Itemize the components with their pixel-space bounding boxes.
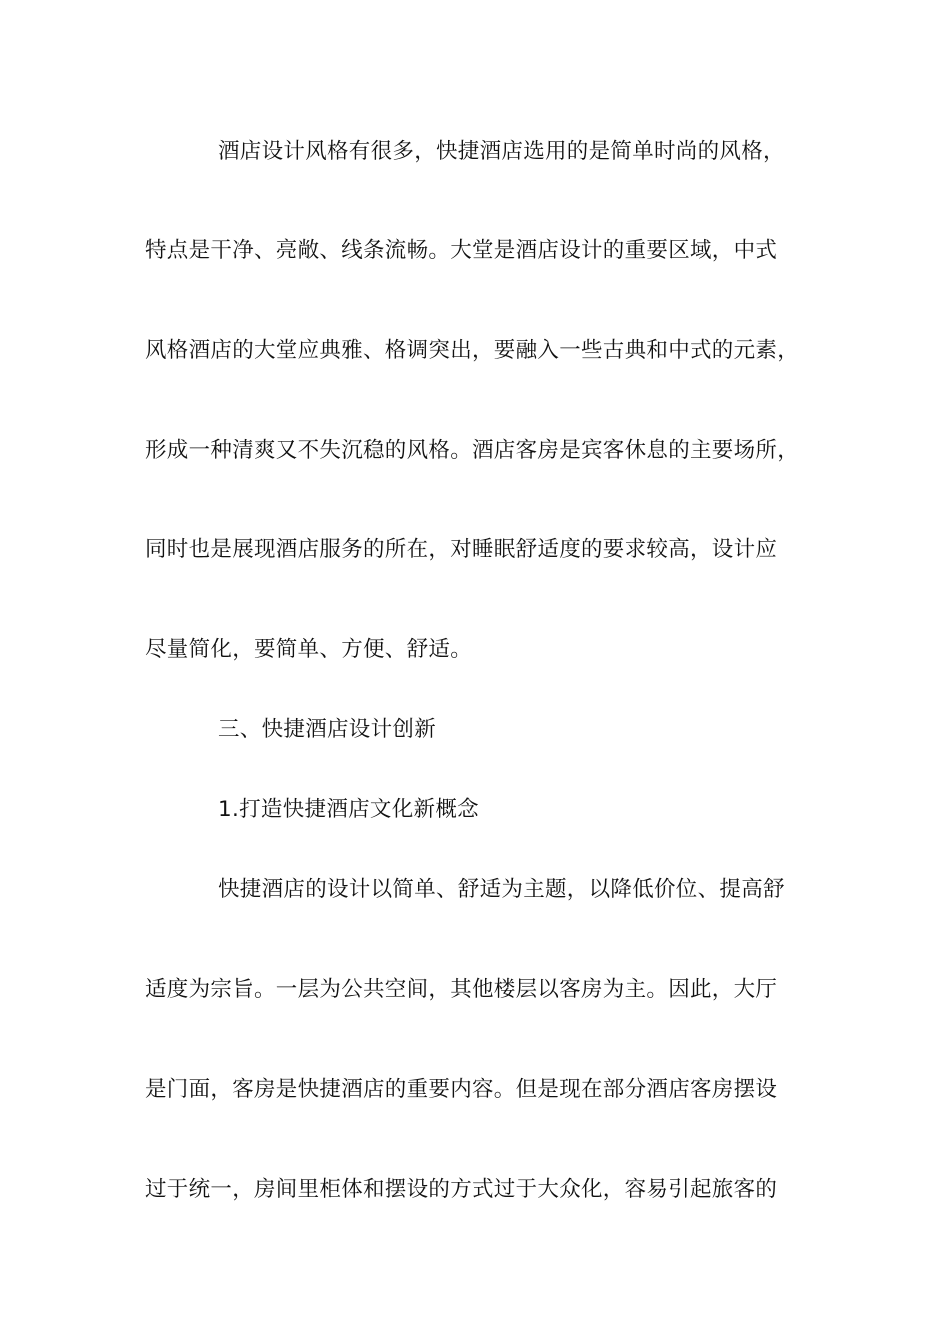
paragraph-1-line-1: 酒店设计风格有很多，快捷酒店选用的是简单时尚的风格， xyxy=(218,139,785,164)
paragraph-2-line-2: 适度为宗旨。一层为公共空间，其他楼层以客房为主。因此，大厅 xyxy=(145,977,778,1002)
section-heading: 三、快捷酒店设计创新 xyxy=(218,717,437,742)
paragraph-1-line-2: 特点是干净、亮敞、线条流畅。大堂是酒店设计的重要区域，中式 xyxy=(145,238,778,263)
paragraph-1-line-6: 尽量简化，要简单、方便、舒适。 xyxy=(145,637,473,662)
paragraph-2-line-1: 快捷酒店的设计以简单、舒适为主题，以降低价位、提高舒 xyxy=(218,877,785,902)
paragraph-2-line-4: 过于统一，房间里柜体和摆设的方式过于大众化，容易引起旅客的 xyxy=(145,1177,778,1202)
paragraph-2-line-3: 是门面，客房是快捷酒店的重要内容。但是现在部分酒店客房摆设 xyxy=(145,1077,778,1102)
paragraph-1-line-3: 风格酒店的大堂应典雅、格调突出，要融入一些古典和中式的元素， xyxy=(145,338,800,363)
subsection-heading: 1.打造快捷酒店文化新概念 xyxy=(218,797,479,822)
paragraph-1-line-4: 形成一种清爽又不失沉稳的风格。酒店客房是宾客休息的主要场所， xyxy=(145,438,800,463)
paragraph-1-line-5: 同时也是展现酒店服务的所在，对睡眠舒适度的要求较高，设计应 xyxy=(145,537,778,562)
